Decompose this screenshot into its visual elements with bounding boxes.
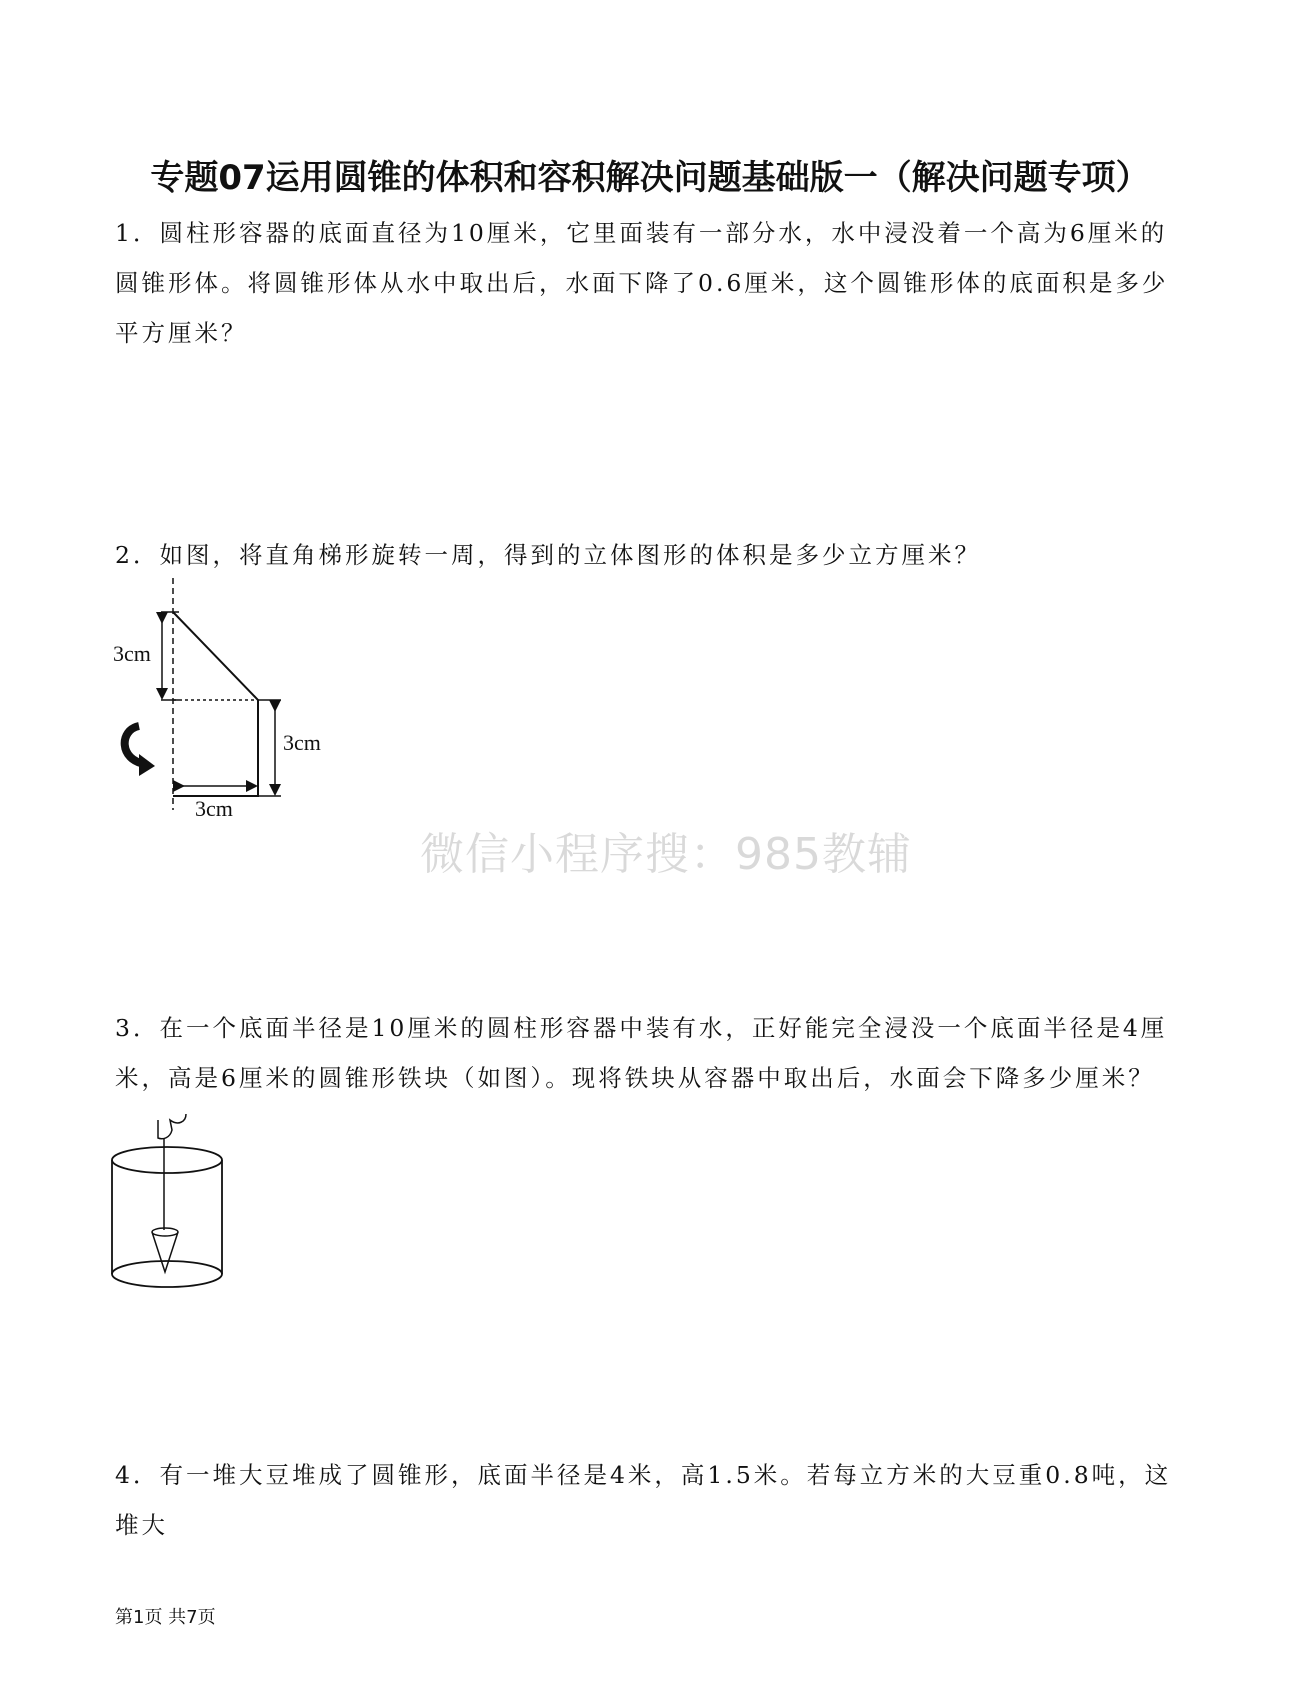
page-title: 专题07运用圆锥的体积和容积解决问题基础版一（解决问题专项） bbox=[150, 158, 1150, 198]
label-right-height: 3cm bbox=[283, 730, 321, 755]
watermark: 微信小程序搜：985教辅 bbox=[420, 829, 912, 880]
trapezoid-rotation-figure bbox=[105, 578, 345, 818]
question-1: 1．圆柱形容器的底面直径为10厘米，它里面装有一部分水，水中浸没着一个高为6厘米的圆锥形体。将圆锥形体从水中取出后，水面下降了0.6厘米，这个圆锥形体的底面积是多少平方厘米？ bbox=[115, 219, 1169, 347]
page-footer: 第1页 共7页 bbox=[115, 1607, 216, 1628]
cylinder-top bbox=[112, 1147, 222, 1173]
label-top-height: 3cm bbox=[113, 641, 151, 666]
hook-icon bbox=[158, 1114, 186, 1139]
label-bottom-width: 3cm bbox=[195, 796, 233, 818]
question-3: 3．在一个底面半径是10厘米的圆柱形容器中装有水，正好能完全浸没一个底面半径是4厘米，高是6厘米的圆锥形铁块（如图）。现将铁块从容器中取出后，水面会下降多少厘米？ bbox=[115, 1014, 1168, 1092]
question-2: 2．如图，将直角梯形旋转一周，得到的立体图形的体积是多少立方厘米？ bbox=[115, 541, 981, 569]
rotation-arrow-icon bbox=[125, 726, 155, 776]
cylinder-cone-figure bbox=[108, 1108, 236, 1300]
cone-body bbox=[152, 1232, 178, 1272]
cone-base bbox=[152, 1228, 178, 1236]
trapezoid-outline bbox=[173, 612, 258, 796]
question-4: 4．有一堆大豆堆成了圆锥形，底面半径是4米，高1.5米。若每立方米的大豆重0.8吨，这堆大 bbox=[115, 1461, 1172, 1539]
